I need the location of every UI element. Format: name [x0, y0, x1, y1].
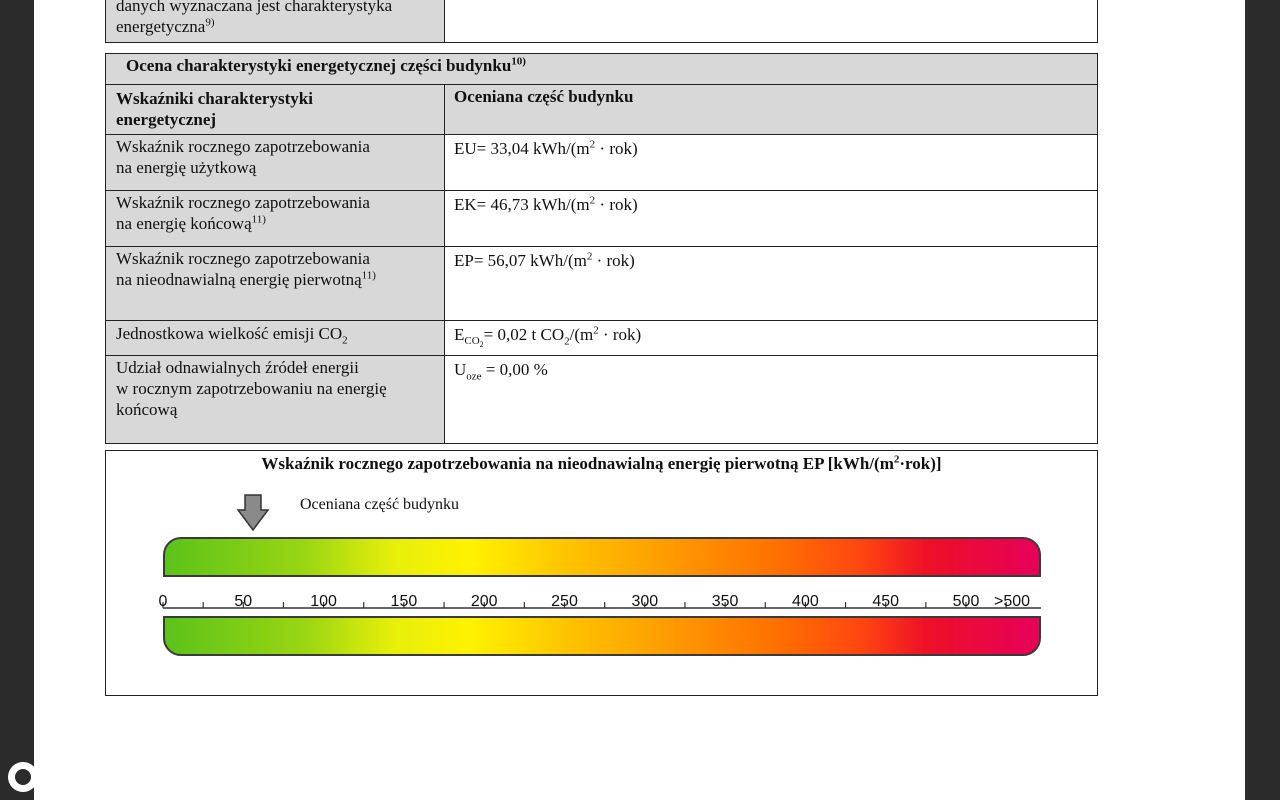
tick-label: 250: [551, 593, 578, 610]
row-label-co2: Jednostkowa wielkość emisji $CO_2$: [106, 321, 445, 356]
row-value-co2: $E_{CO_2}= 0,02$ t $CO_2/(m^2 \cdot rok)$: [445, 321, 1098, 356]
column-header-assessed-part: Oceniana część budynku: [445, 85, 1098, 135]
tick-label: 300: [631, 593, 659, 610]
tick-label: 500: [952, 593, 980, 610]
marker-label: Oceniana część budynku: [300, 496, 460, 513]
tick-label: 350: [711, 593, 739, 610]
row-value-ep: EP= 56,07 kWh/$(m^2 \cdot rok)$: [445, 247, 1098, 321]
section-title: Ocena charakterystyki energetycznej części budynku$^{10)}$: [106, 54, 1098, 85]
scale-title: Wskaźnik rocznego zapotrzebowania na nieodnawialną energię pierwotną EP $[kWh/(m^2\cdot rok)]$: [261, 453, 942, 473]
row-value-eu: EU= 33,04 kWh/$(m^2 \cdot rok)$: [445, 135, 1098, 191]
tick-label: >500: [993, 593, 1031, 610]
tick-label: 0: [158, 593, 168, 610]
tick-label: 200: [470, 593, 498, 610]
row-label-ek: Wskaźnik rocznego zapotrzebowania na energię końcową$^{11)}$: [106, 191, 445, 247]
row-label-eu: Wskaźnik rocznego zapotrzebowania na energię użytkową: [106, 135, 445, 191]
row-label-ep: Wskaźnik rocznego zapotrzebowania na nieodnawialną energię pierwotną$^{11)}$: [106, 247, 445, 321]
scale-bar-bottom: [163, 616, 1041, 656]
table-row: [106, 356, 1098, 444]
row-value-oze: $U_{oze} = 0,00$ %: [445, 356, 1098, 444]
column-header-indicators: Wskaźniki charakterystyki energetycznej: [106, 85, 445, 135]
table-row: [106, 321, 1098, 356]
circle-icon[interactable]: [8, 762, 38, 792]
table-row: [106, 191, 1098, 247]
row-value-ek: EK= 46,73 kWh/$(m^2 \cdot rok)$: [445, 191, 1098, 247]
previous-row-label: danych wyznaczana jest charakterystyka energetyczna$^{9)}$: [106, 0, 445, 43]
tick-label: 50: [234, 593, 253, 610]
energy-assessment-table: [105, 53, 1098, 444]
row-label-oze: Udział odnawialnych źródeł energii w rocznym zapotrzebowaniu na energię końcową: [106, 356, 445, 444]
table-row: [106, 135, 1098, 191]
tick-label: 450: [872, 593, 900, 610]
tick-label: 150: [390, 593, 418, 610]
previous-row-value: [445, 0, 1098, 43]
table-row: [106, 247, 1098, 321]
previous-section-table: [105, 0, 1098, 43]
ep-scale-panel: [105, 450, 1098, 696]
scale-axis: [106, 451, 1097, 695]
tick-label: 100: [310, 593, 337, 610]
tick-label: 400: [792, 593, 819, 610]
